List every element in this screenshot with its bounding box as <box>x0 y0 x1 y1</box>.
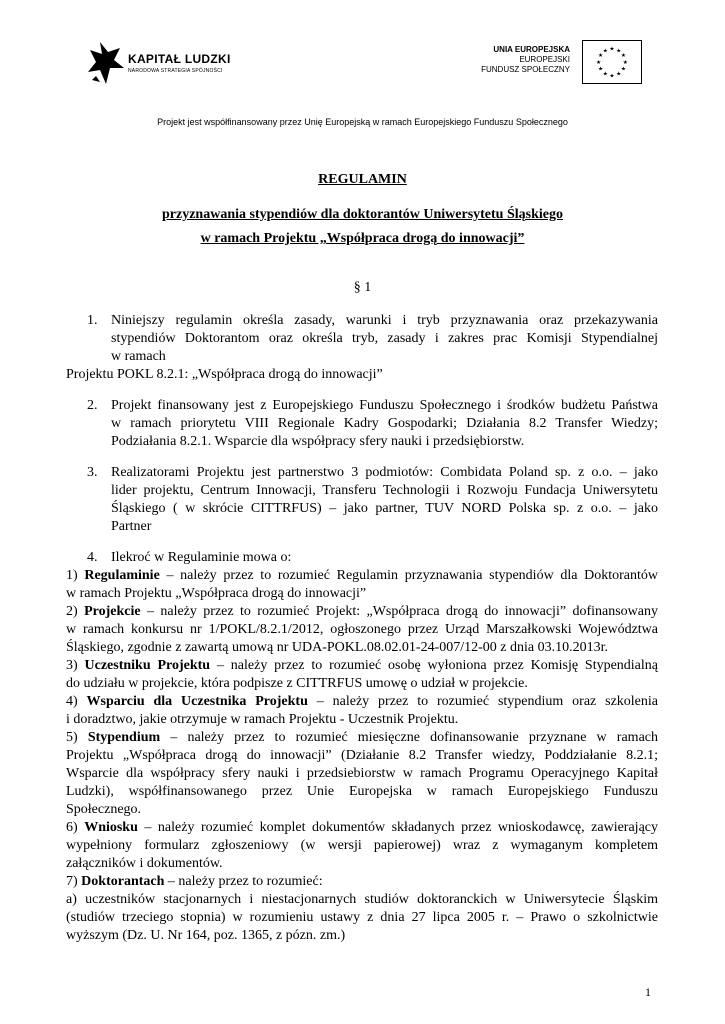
text-line: w ramach konkursu nr 1/POKL/8.2.1/2012, ogłoszonego przez Urząd Marszałkowski Województwa <box>66 622 658 637</box>
text-line: Projektu „Współpraca drogą do innowacji” (Działanie 8.2 Transfer wiedzy, Poddziałanie 8.2.1; <box>66 748 658 763</box>
svg-text:★: ★ <box>620 66 627 73</box>
definition-number: 7) <box>66 874 82 889</box>
eu-line-2: EUROPEJSKI <box>519 55 570 64</box>
text-line: (studiów trzeciego stopnia) w rozumieniu ustawy z dnia 27 lipca 2005 r. – Prawo o szkolnictwie <box>66 910 658 925</box>
definition-term: Stypendium <box>87 730 161 745</box>
definition-text: – należy przez to rozumieć osobę wyłoniona przez Komisję Stypendialną <box>210 658 659 673</box>
text-line: wyższym (Dz. U. Nr 164, poz. 1365, z pózn. zm.) <box>66 928 346 943</box>
kapital-ludzki-title: KAPITAŁ LUDZKI <box>128 52 231 66</box>
definition-text: – należy przez to rozumieć: <box>164 874 323 889</box>
text-line: załączników i dokumentów. <box>66 856 223 871</box>
definition-7 <box>66 873 323 891</box>
text-line: Podziałania 8.2.1. Wsparcie dla współpracy sfery nauki i przedsiębiorstw. <box>111 434 525 449</box>
section-mark: § 1 <box>353 280 372 295</box>
text-line: Społecznego. <box>66 802 142 817</box>
definition-5 <box>66 729 658 747</box>
svg-text:★: ★ <box>620 53 627 60</box>
definition-term: Uczestniku Projektu <box>84 658 211 673</box>
eu-logo <box>474 40 644 86</box>
paragraph-number: 1. <box>87 313 98 328</box>
text-line: Projekt finansowany jest z Europejskiego Funduszu Społecznego i środków budżetu Państwa <box>111 398 658 413</box>
svg-text:★: ★ <box>596 59 602 66</box>
svg-text:★: ★ <box>597 53 604 60</box>
kapital-ludzki-subtitle: NARODOWA STRATEGIA SPÓJNOŚCI <box>128 68 223 74</box>
svg-text:★: ★ <box>609 73 615 80</box>
definition-4 <box>66 693 658 711</box>
text-line: i doradztwo, jakie otrzymuje w ramach Projektu - Uczestnik Projektu. <box>66 712 459 727</box>
svg-text:★: ★ <box>602 48 608 55</box>
definition-term: Projekcie <box>84 604 141 619</box>
eu-line-1: UNIA EUROPEJSKA <box>493 45 570 54</box>
svg-text:★: ★ <box>622 59 628 66</box>
text-line: w ramach Projektu „Współpraca drogą do innowacji” <box>66 586 367 601</box>
text-line: Śląskiego, zgodnie z zawartą umową nr UDA-POKL.08.02.01-24-007/12-00 z dnia 03.10.2013r. <box>66 640 609 655</box>
document-subtitle-2: w ramach Projektu „Współpraca drogą do innowacji” <box>200 231 525 246</box>
definition-number: 5) <box>66 730 88 745</box>
definition-3 <box>66 657 658 675</box>
text-line: Śląskiego ( w skrócie CITTRFUS) – jako partner, TUV NORD Polska sp. z o.o. – jako <box>111 501 658 516</box>
svg-text:★: ★ <box>597 66 604 73</box>
definition-2 <box>66 603 658 621</box>
definition-term: Wniosku <box>84 820 138 835</box>
document-subtitle-1: przyznawania stypendiów dla doktorantów Uniwersytetu Śląskiego <box>162 207 563 222</box>
document-title: REGULAMIN <box>318 172 407 187</box>
definition-term: Regulaminie <box>84 568 160 583</box>
definition-text: – należy przez to rozumieć Regulamin przyznawania stypendiów dla Doktorantów <box>159 568 658 583</box>
text-line: w ramach priorytetu VIII Regionale Kadry Gospodarki; Działania 8.2 Transfer Wiedzy; <box>111 416 658 431</box>
definition-1 <box>66 567 658 585</box>
svg-text:★: ★ <box>602 71 608 78</box>
definition-text: – należy przez to rozumieć Projekt: „Współpraca drogą do innowacji” dofinansowany <box>140 604 658 619</box>
paragraph-number: 4. <box>87 550 98 565</box>
text-line: Wsparcie dla współpracy sfery nauki i przedsiebiorstw w ramach Programu Operacyjnego Kapitał <box>66 766 658 781</box>
page-number: 1 <box>645 985 651 999</box>
kapital-ludzki-star-icon <box>86 40 128 86</box>
paragraph-number: 2. <box>87 398 98 413</box>
definition-text: – należy rozumieć komplet dokumentów składanych przez wnioskodawcę, zawierający <box>137 820 658 835</box>
text-line: Ludzki), współfinansowanego przez Unie Europejska w ramach Europejskiego Funduszu <box>66 784 658 799</box>
definition-number: 2) <box>66 604 85 619</box>
definition-term: Wsparciu dla Uczestnika Projektu <box>86 694 308 709</box>
paragraph-number: 3. <box>87 465 98 480</box>
text-line: Realizatorami Projektu jest partnerstwo 3 podmiotów: Combidata Poland sp. z o.o. – jako <box>111 465 658 480</box>
text-line: Projektu POKL 8.2.1: „Współpraca drogą do innowacji” <box>66 367 383 382</box>
svg-text:★: ★ <box>616 48 622 55</box>
eu-logo-text <box>474 44 570 75</box>
definition-6 <box>66 819 658 837</box>
svg-text:★: ★ <box>616 71 622 78</box>
definition-text: – należy przez to rozumieć miesięczne dofinansowanie przyznane w ramach <box>160 730 658 745</box>
text-line: lider projektu, Centrum Innowacji, Transferu Technologii i Rozwoju Fundacja Uniwersytetu <box>111 483 658 498</box>
definition-number: 6) <box>66 820 85 835</box>
text-line: Partner <box>111 519 152 534</box>
text-line: wypełniony formularz zgłoszeniowy (w wersji papierowej) wraz z wymaganym kompletem <box>66 838 658 853</box>
definition-number: 3) <box>66 658 85 673</box>
text-line: w ramach <box>111 349 166 364</box>
definition-number: 4) <box>66 694 87 709</box>
kapital-ludzki-logo <box>86 40 246 90</box>
eu-flag-icon <box>582 40 642 84</box>
text-line: a) uczestników stacjonarnych i niestacjonarnych studiów doktoranckich w Uniwersytecie Śląskim <box>66 892 658 907</box>
text-line: Ilekroć w Regulaminie mowa o: <box>111 550 292 565</box>
text-line: Niniejszy regulamin określa zasady, warunki i tryb przyznawania oraz przekazywania <box>111 313 658 328</box>
text-line: do udziału w projekcie, która podpisze z CITTRFUS umowę o udział w projekcie. <box>66 676 528 691</box>
definition-text: – należy przez to rozumieć stypendium oraz szkolenia <box>307 694 658 709</box>
definition-term: Doktorantach <box>81 874 165 889</box>
text-line: stypendiów Doktorantom oraz określa tryb, zasady i zakres prac Komisji Stypendialnej <box>111 331 658 346</box>
cofinance-note: Projekt jest współfinansowany przez Unię Europejską w ramach Europejskiego Funduszu Społecznego <box>157 117 568 127</box>
eu-line-3: FUNDUSZ SPOŁECZNY <box>481 65 570 74</box>
svg-text:★: ★ <box>609 46 615 53</box>
definition-number: 1) <box>66 568 85 583</box>
